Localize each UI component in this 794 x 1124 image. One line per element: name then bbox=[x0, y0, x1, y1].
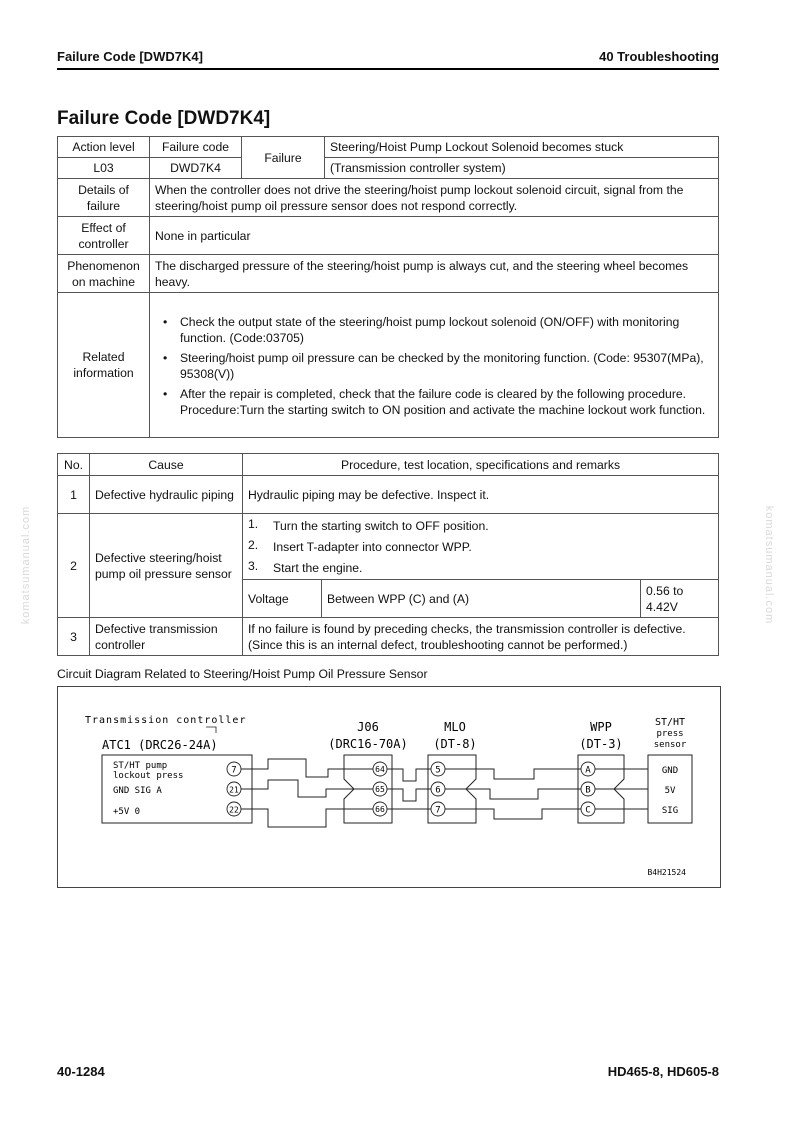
col-header-no: No. bbox=[58, 454, 90, 476]
step-text: Insert T-adapter into connector WPP. bbox=[273, 540, 472, 554]
effect-label bbox=[58, 217, 150, 255]
effect-label-text: Effect of controller bbox=[78, 220, 129, 251]
failure-code-label: Failure code bbox=[150, 137, 242, 158]
sensor-title: sensor bbox=[653, 740, 687, 750]
tc-signal-label: ST/HT pump bbox=[113, 761, 168, 771]
cause-text: Defective hydraulic piping bbox=[90, 476, 243, 514]
wire bbox=[445, 809, 581, 819]
col-header-cause: Cause bbox=[90, 454, 243, 476]
figure-code: B4H21524 bbox=[647, 868, 686, 877]
mlo-pin-number: 7 bbox=[435, 805, 441, 816]
failure-system: (Transmission controller system) bbox=[325, 158, 719, 179]
step-number: 3. bbox=[248, 559, 259, 573]
header-rule bbox=[57, 68, 719, 70]
measure-label: Voltage bbox=[243, 580, 322, 618]
details-label bbox=[58, 179, 150, 217]
page-footer bbox=[57, 1064, 719, 1079]
cause-no: 2 bbox=[58, 514, 90, 618]
j06-pin-number: 66 bbox=[375, 805, 385, 814]
related-info-list bbox=[155, 314, 713, 418]
details-label-text: Details of failure bbox=[78, 182, 129, 213]
col-header-procedure: Procedure, test location, specifications and remarks bbox=[243, 454, 719, 476]
wpp-name: WPP bbox=[590, 720, 612, 734]
failure-code-value: DWD7K4 bbox=[150, 158, 242, 179]
cause-table bbox=[57, 453, 719, 656]
circuit-svg bbox=[58, 687, 720, 887]
related-info-label bbox=[58, 293, 150, 438]
wpp-pin-letter: A bbox=[585, 765, 591, 776]
effect-text: None in particular bbox=[150, 217, 719, 255]
tc-pin-number: 22 bbox=[229, 805, 239, 815]
mlo-pin-number: 5 bbox=[435, 765, 441, 776]
step-number: 2. bbox=[248, 538, 259, 552]
wire bbox=[445, 769, 581, 779]
diagram-caption: Circuit Diagram Related to Steering/Hoist Pump Oil Pressure Sensor bbox=[57, 667, 428, 681]
circuit-diagram bbox=[57, 686, 721, 888]
mlo-pin-number: 6 bbox=[435, 785, 441, 796]
sensor-pin-label: GND bbox=[661, 766, 679, 776]
table-row bbox=[58, 618, 719, 656]
related-info-cell bbox=[150, 293, 719, 438]
sensor-title: ST/HT bbox=[654, 717, 686, 728]
page-header bbox=[57, 49, 719, 64]
related-item bbox=[155, 386, 713, 418]
sensor-pin-label: 5V bbox=[664, 786, 676, 796]
j06-pin-number: 64 bbox=[375, 765, 385, 774]
test-steps-list bbox=[248, 518, 713, 576]
mlo-type: (DT-8) bbox=[433, 737, 477, 751]
test-step bbox=[248, 560, 713, 576]
cause-no: 3 bbox=[58, 618, 90, 656]
tc-signal-label: lockout press bbox=[113, 771, 184, 781]
failure-description: Steering/Hoist Pump Lockout Solenoid becomes stuck bbox=[325, 137, 719, 158]
tc-title: Transmission controller bbox=[85, 715, 247, 726]
related-item-text: • After the repair is completed, check that the failure code is cleared by the following procedure. bbox=[180, 386, 687, 401]
phenomenon-label-text: Phenomenon on machine bbox=[67, 258, 140, 289]
step-text: Turn the starting switch to OFF position. bbox=[273, 519, 489, 533]
wpp-pin-letter: B bbox=[585, 785, 591, 796]
details-text: When the controller does not drive the steering/hoist pump lockout solenoid circuit, signal from the steering/hoist pump oil pressure sensor does not respond correctly. bbox=[150, 179, 719, 217]
test-step bbox=[248, 539, 713, 555]
cause-remark: Hydraulic piping may be defective. Inspect it. bbox=[243, 476, 719, 514]
wire bbox=[241, 780, 373, 797]
related-label-text: Related information bbox=[73, 350, 134, 380]
wire bbox=[241, 809, 373, 827]
j06-pin-number: 65 bbox=[375, 785, 385, 794]
wpp-pin-letter: C bbox=[585, 805, 591, 816]
sensor-pin-label: SIG bbox=[661, 806, 679, 816]
tc-signal-label: GND SIG A bbox=[113, 786, 162, 796]
wire bbox=[387, 769, 431, 781]
header-section-title: Failure Code [DWD7K4] bbox=[57, 49, 203, 64]
step-text: Start the engine. bbox=[273, 561, 363, 575]
cause-text: Defective transmission controller bbox=[90, 618, 243, 656]
step-number: 1. bbox=[248, 517, 259, 531]
page-number: 40-1284 bbox=[57, 1064, 105, 1079]
watermark-right: komatsumanual.com bbox=[763, 505, 775, 625]
related-item: • Steering/hoist pump oil pressure can be checked by the monitoring function. (Code: 95307(MPa), 95308(V)) bbox=[155, 350, 713, 382]
measure-location: Between WPP (C) and (A) bbox=[322, 580, 641, 618]
mlo-name: MLO bbox=[444, 720, 466, 734]
page-title: Failure Code [DWD7K4] bbox=[57, 108, 271, 129]
wire bbox=[387, 789, 431, 801]
sensor-title: press bbox=[656, 729, 684, 739]
action-level-value: L03 bbox=[58, 158, 150, 179]
model-names: HD465-8, HD605-8 bbox=[607, 1064, 719, 1079]
wpp-type: (DT-3) bbox=[579, 737, 623, 751]
test-step bbox=[248, 518, 713, 534]
tc-connector-label: ATC1 (DRC26-24A) bbox=[102, 738, 218, 752]
tc-signal-label: +5V 0 bbox=[113, 807, 141, 817]
tc-pin-number: 21 bbox=[229, 785, 239, 795]
table-row bbox=[58, 476, 719, 514]
tc-pin-number: 7 bbox=[231, 765, 237, 776]
measure-value: 0.56 to 4.42V bbox=[641, 580, 719, 618]
tc-bracket bbox=[206, 727, 216, 733]
related-procedure: Procedure:Turn the starting switch to ON position and activate the machine lockout work function. bbox=[180, 402, 706, 417]
phenomenon-label bbox=[58, 255, 150, 293]
j06-type: (DRC16-70A) bbox=[328, 737, 408, 751]
cause-text: Defective steering/hoist pump oil pressure sensor bbox=[90, 514, 243, 618]
wire bbox=[445, 789, 581, 799]
table-row bbox=[58, 514, 719, 580]
header-chapter: 40 Troubleshooting bbox=[599, 49, 719, 64]
watermark-left: komatsumanual.com bbox=[20, 505, 32, 625]
wire bbox=[241, 759, 373, 777]
failure-label: Failure bbox=[242, 137, 325, 179]
test-steps-cell bbox=[243, 514, 719, 580]
failure-info-table bbox=[57, 136, 719, 438]
action-level-label: Action level bbox=[58, 137, 150, 158]
j06-name: J06 bbox=[357, 720, 379, 734]
cause-no: 1 bbox=[58, 476, 90, 514]
related-item: • Check the output state of the steering/hoist pump lockout solenoid (ON/OFF) with monitoring function. (Code:03705) bbox=[155, 314, 713, 346]
phenomenon-text: The discharged pressure of the steering/hoist pump is always cut, and the steering wheel becomes heavy. bbox=[150, 255, 719, 293]
cause-remark: If no failure is found by preceding checks, the transmission controller is defective. (Since this is an internal defect, troubleshooting cannot be performed.) bbox=[243, 618, 719, 656]
